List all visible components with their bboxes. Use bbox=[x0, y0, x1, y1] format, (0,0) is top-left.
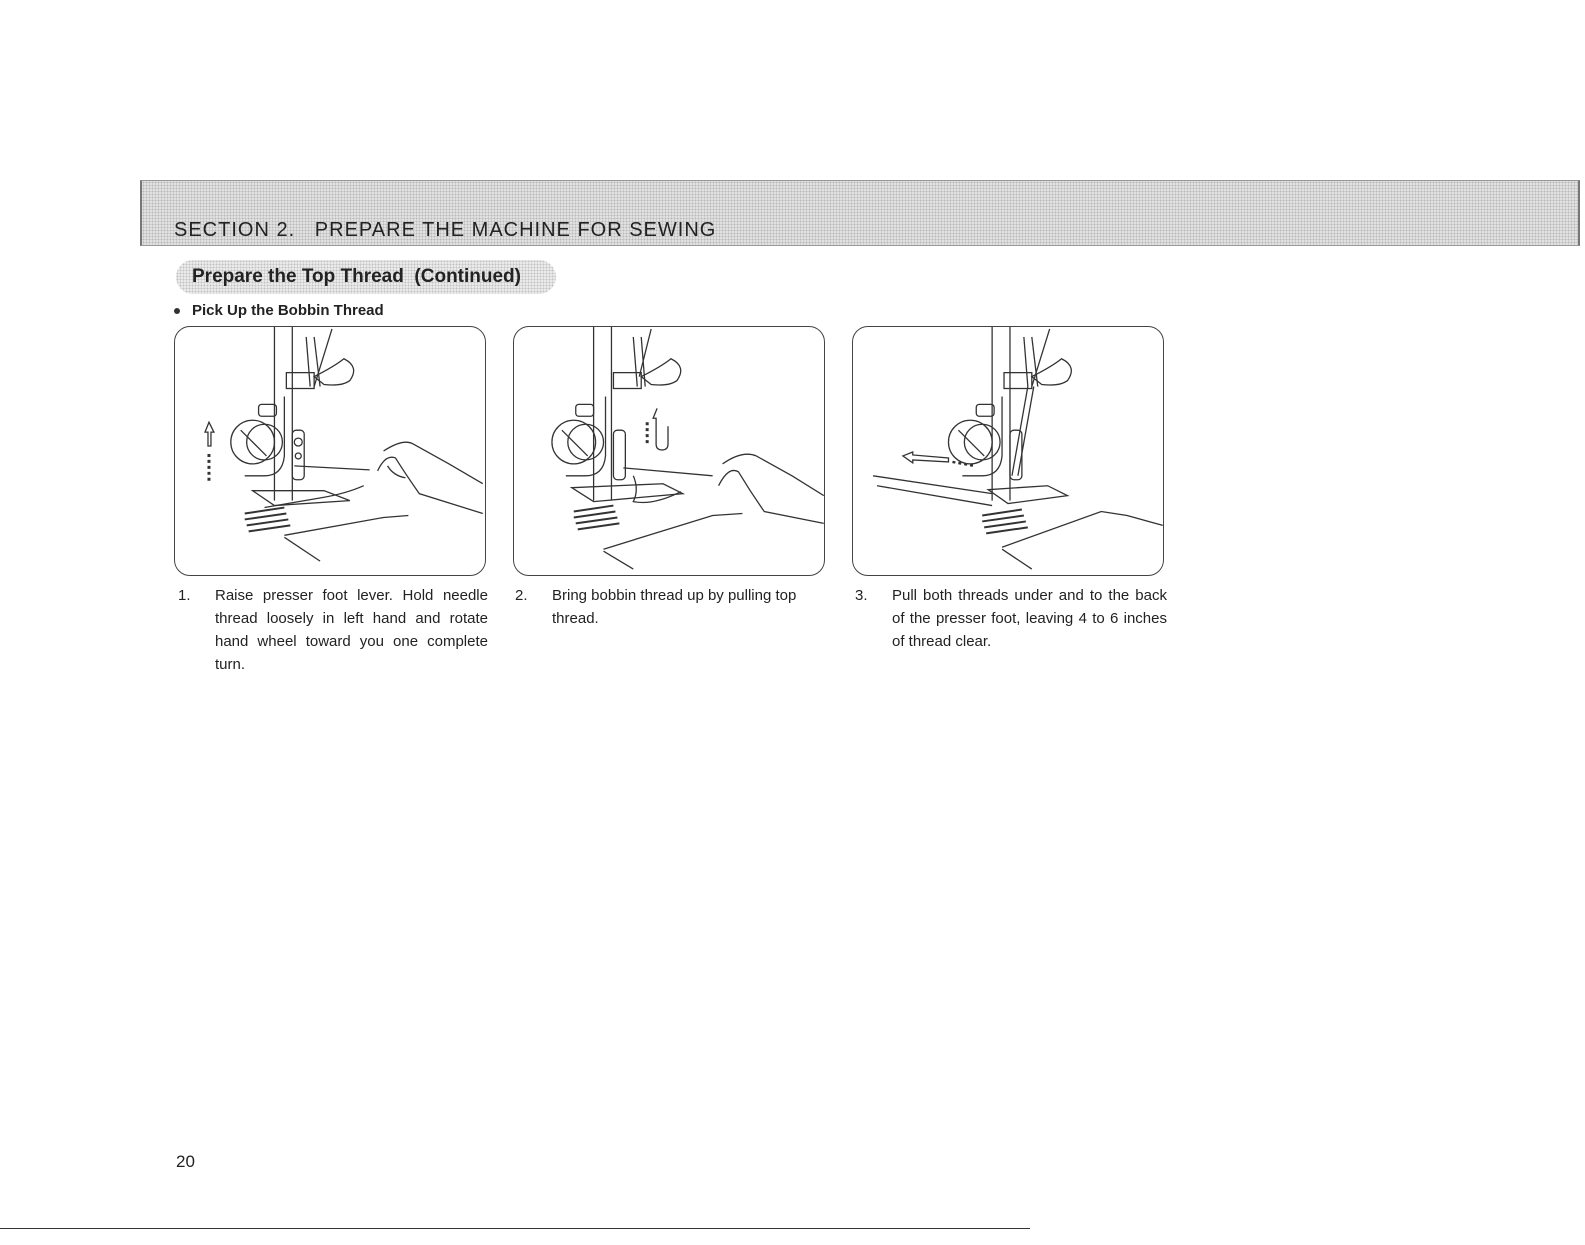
step-text: Bring bobbin thread up by pulling top thread. bbox=[552, 587, 797, 627]
bullet-label: Pick Up the Bobbin Thread bbox=[192, 302, 384, 319]
page-number: 20 bbox=[176, 1152, 195, 1171]
threads-under-foot-illustration bbox=[853, 327, 1163, 575]
section-title: SECTION 2. PREPARE THE MACHINE FOR SEWING bbox=[174, 219, 717, 241]
section-banner bbox=[140, 180, 1580, 246]
step-text: Pull both threads under and to the back of the presser foot, leaving 4 to 6 inches of thread clear. bbox=[892, 587, 1167, 650]
bottom-rule bbox=[0, 1228, 1030, 1229]
bullet-icon bbox=[174, 308, 180, 314]
presser-foot-raise-illustration bbox=[175, 327, 485, 575]
figure-panel-3 bbox=[852, 326, 1164, 576]
step-number: 2. bbox=[515, 587, 528, 604]
step-number: 1. bbox=[178, 587, 191, 604]
bobbin-thread-pull-illustration bbox=[514, 327, 824, 575]
figure-panel-1 bbox=[174, 326, 486, 576]
step-number: 3. bbox=[855, 587, 868, 604]
subheading-title: Prepare the Top Thread (Continued) bbox=[192, 266, 521, 287]
step-text: Raise presser foot lever. Hold needle thread loosely in left hand and rotate hand wheel toward you one complete turn. bbox=[215, 587, 488, 673]
bullet-heading bbox=[174, 302, 384, 319]
figure-panel-2 bbox=[513, 326, 825, 576]
subheading-pill bbox=[176, 260, 556, 294]
